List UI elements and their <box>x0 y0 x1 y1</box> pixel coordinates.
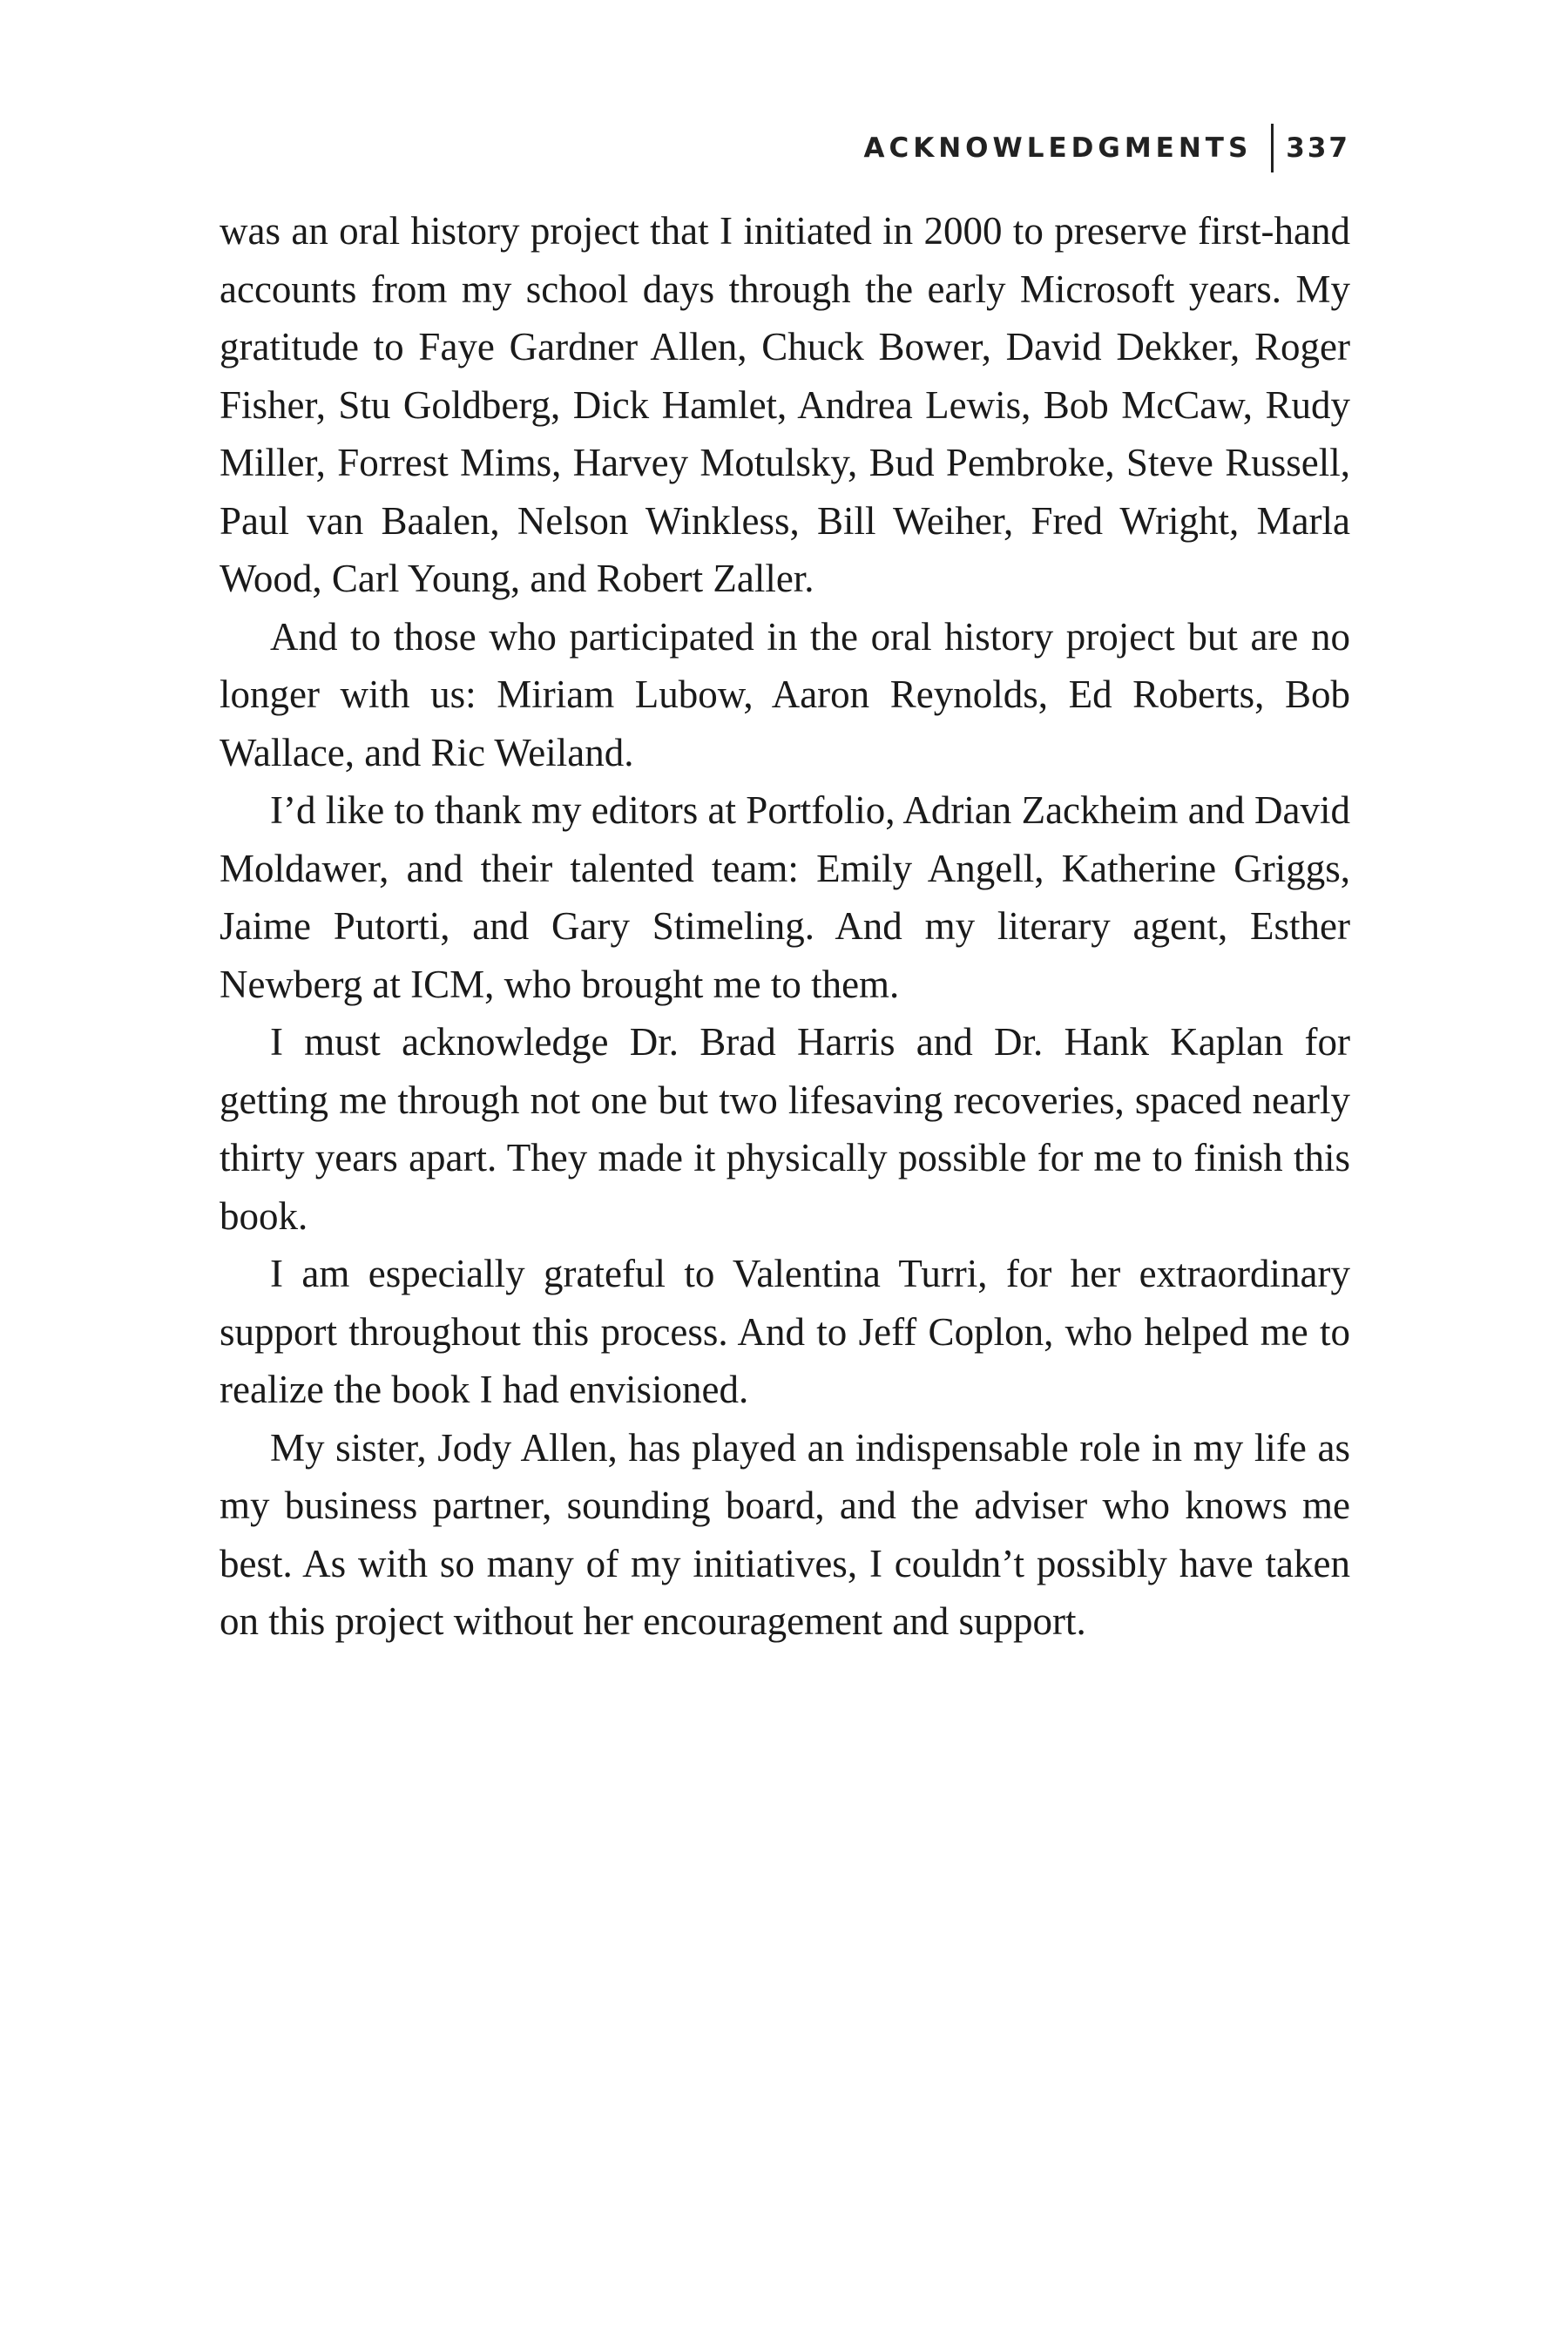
paragraph-deceased-participants: And to those who participated in the oral history project but are no longer with us: Miriam Lubow, Aaron Reynolds, Ed Roberts, Bob Wallace, and Ric Weiland. <box>220 614 1350 774</box>
running-head <box>863 124 1350 172</box>
page-number: 337 <box>1286 132 1350 164</box>
paragraph-editors: I’d like to thank my editors at Portfolio, Adrian Zackheim and David Moldawer, and their talented team: Emily Angell, Katherine Griggs, Jaime Putorti, and Gary Stimeling. And my literary agent, Esther Newberg at ICM, who brought me to them. <box>220 788 1350 1006</box>
paragraph-doctors: I must acknowledge Dr. Brad Harris and Dr. Hank Kaplan for getting me through not one but two lifesaving recoveries, spaced nearly thirty years apart. They made it physically possible for me to finish this book. <box>220 1020 1350 1238</box>
paragraph-continuation: was an oral history project that I initiated in 2000 to preserve first-hand accounts from my school days through the early Microsoft years. My gratitude to Faye Gardner Allen, Chuck Bower, David Dekker, Roger Fisher, Stu Goldberg, Dick Hamlet, Andrea Lewis, Bob McCaw, Rudy Miller, Forrest Mims, Harvey Motulsky, Bud Pembroke, Steve Russell, Paul van Baalen, Nelson Winkless, Bill Weiher, Fred Wright, Marla Wood, Carl Young, and Robert Zaller. <box>220 209 1350 600</box>
section-title: ACKNOWLEDGMENTS <box>863 132 1253 164</box>
header-divider <box>1271 124 1274 172</box>
body-text <box>220 202 1350 1651</box>
paragraph-collaborators: I am especially grateful to Valentina Turri, for her extraordinary support throughout this process. And to Jeff Coplon, who helped me to realize the book I had envisioned. <box>220 1252 1350 1411</box>
paragraph-sister: My sister, Jody Allen, has played an indispensable role in my life as my business partner, sounding board, and the adviser who knows me best. As with so many of my initiatives, I couldn’t possibly have taken on this project without her encouragement and support. <box>220 1425 1350 1643</box>
